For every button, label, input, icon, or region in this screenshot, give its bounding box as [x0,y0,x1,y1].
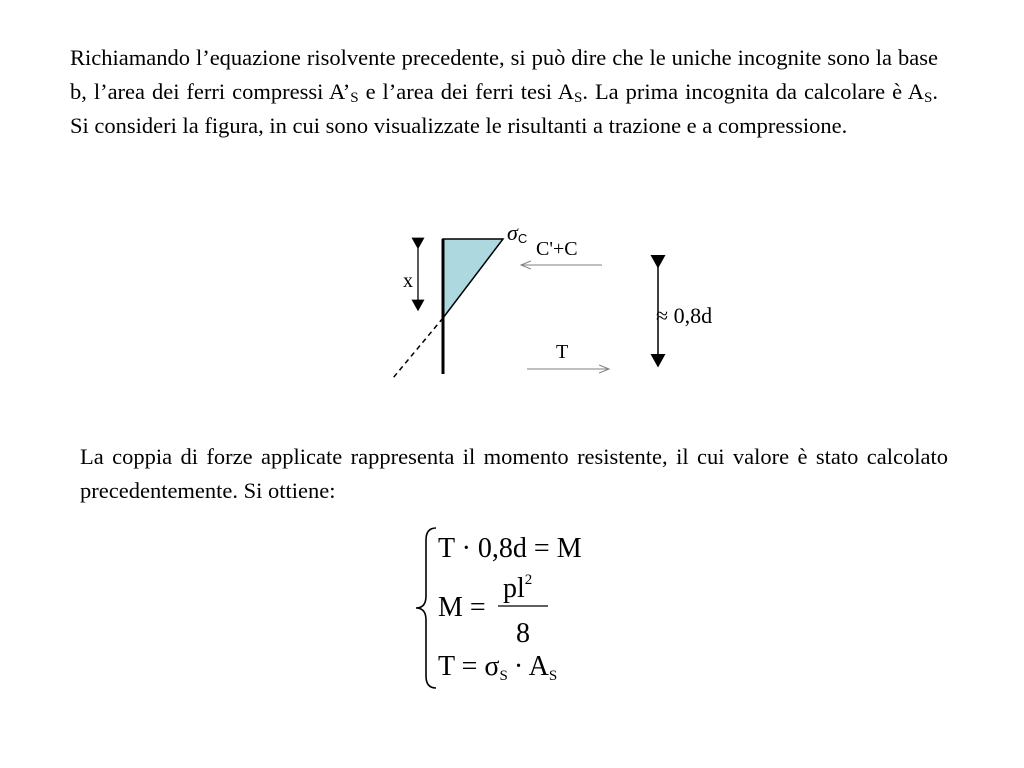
lever-arm-label: ≈ 0,8d [656,303,713,328]
compression-label: C'+C [536,238,578,260]
subscript: S [924,90,933,106]
equation-2-denominator: 8 [516,618,530,649]
equation-3: T = σS · AS [438,651,558,684]
x-label: x [403,270,413,292]
tension-label: T [556,341,569,363]
text-run: La coppia di forze applicate rappresenta il momento resistente, il cui valore è stato calcolato precedentemente. Si ottiene: [80,444,948,503]
equation-1: T · 0,8d = M [438,533,582,564]
equation-2-lhs: M = [438,592,486,623]
subscript: S [574,90,583,106]
subscript: S [350,90,359,106]
text-run: Richiamando l’equazione risolvente precedente, si può dire che le uniche incognite sono la base b, l’area dei ferri compressi A’ [70,45,938,104]
sigma-c-label: σC [507,220,528,246]
text-run: . Si consideri la figura, in cui sono visualizzate le risultanti a trazione e a compressione. [70,79,938,138]
system-brace [416,528,436,688]
text-run: . La prima incognita da calcolare è A [582,79,925,104]
text-run: e l’area dei ferri tesi A [358,79,575,104]
equation-2-numerator: $pl^2$ [503,572,533,604]
